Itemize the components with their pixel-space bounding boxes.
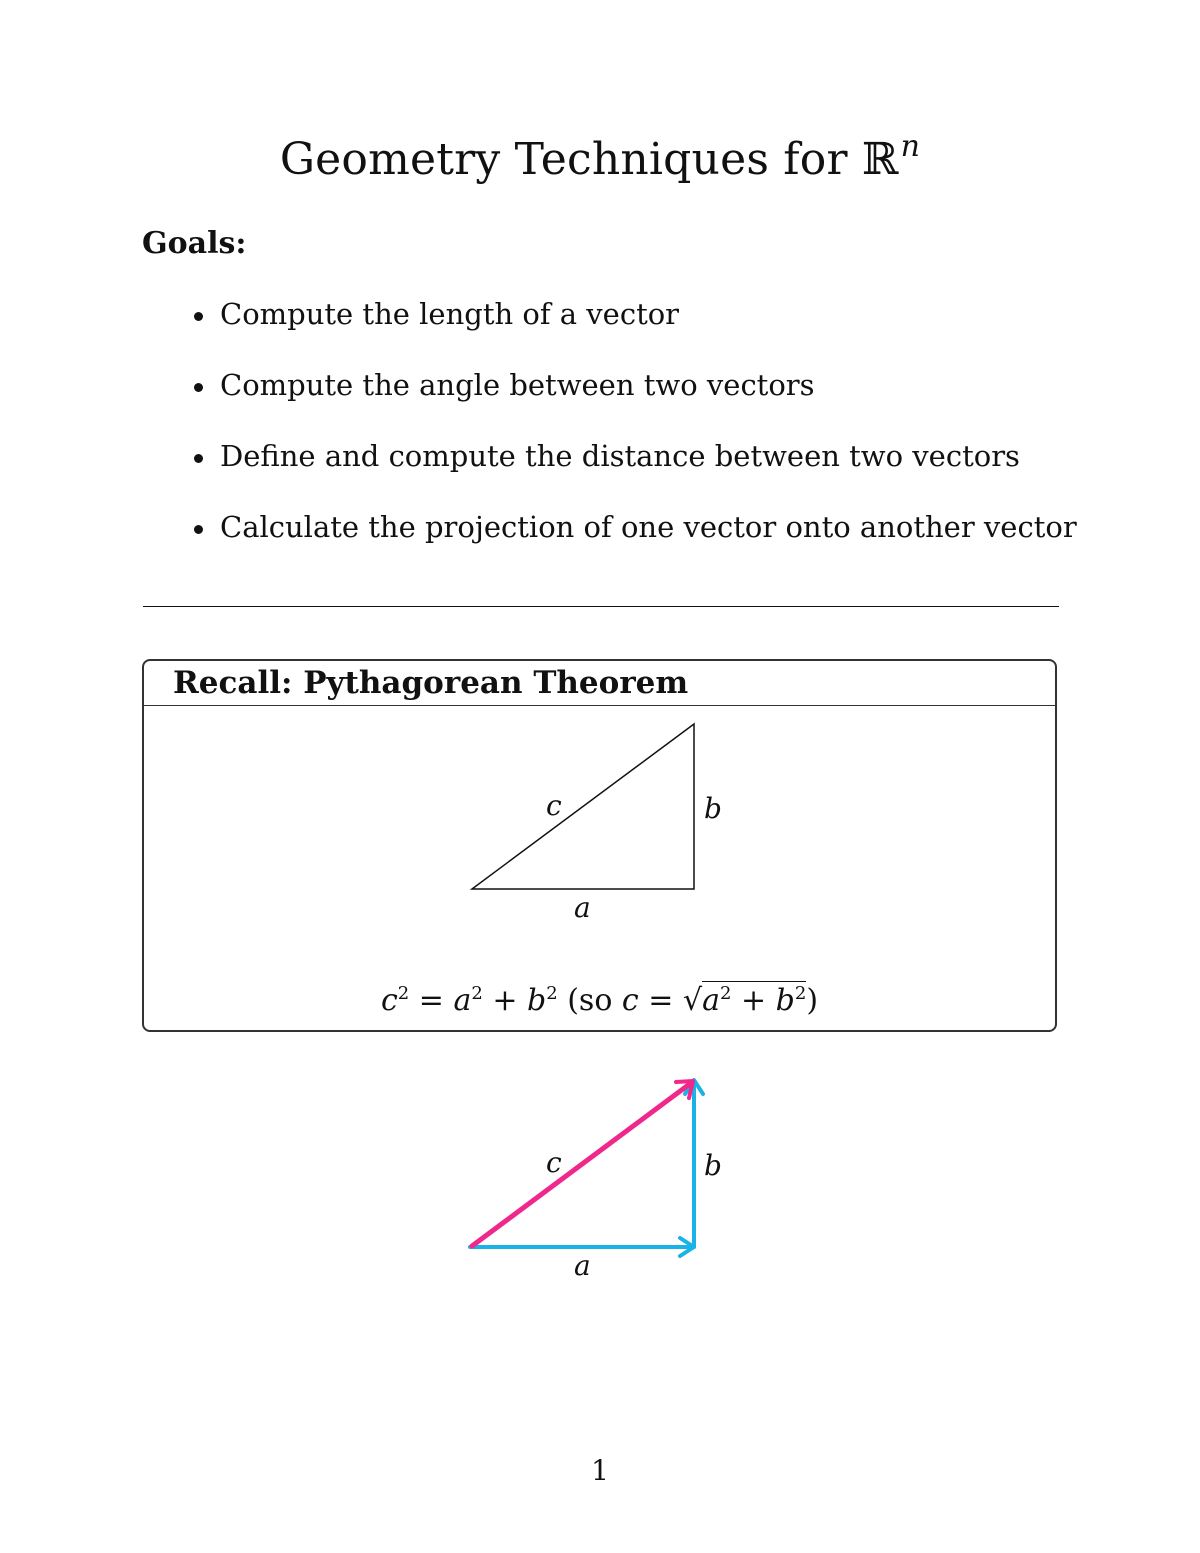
goal-item: Compute the length of a vector bbox=[190, 294, 1077, 365]
formula-b: b bbox=[775, 983, 795, 1018]
label-c: c bbox=[546, 789, 562, 822]
formula-eq: = bbox=[409, 983, 454, 1018]
formula-exp: 2 bbox=[719, 983, 732, 1004]
formula-exp: 2 bbox=[397, 983, 410, 1004]
goal-item: Compute the angle between two vectors bbox=[190, 365, 1077, 436]
vector-c-arrow bbox=[472, 1083, 691, 1246]
formula-c: c bbox=[621, 983, 639, 1018]
recall-title: Recall: Pythagorean Theorem bbox=[173, 665, 689, 701]
formula-plus: + bbox=[482, 983, 528, 1018]
title-text: Geometry Techniques for ℝ bbox=[279, 134, 899, 185]
formula-plus: + bbox=[731, 983, 776, 1018]
formula-exp: 2 bbox=[546, 983, 558, 1004]
formula-eq: = bbox=[638, 983, 683, 1018]
label-b: b bbox=[704, 1149, 722, 1182]
formula-so: (so bbox=[557, 983, 622, 1018]
page-number: 1 bbox=[591, 1454, 609, 1487]
formula-exp: 2 bbox=[794, 983, 807, 1004]
formula-close: ) bbox=[806, 983, 819, 1018]
label-a: a bbox=[574, 1249, 591, 1282]
label-c: c bbox=[546, 1146, 562, 1179]
sqrt-sign: √ bbox=[682, 983, 703, 1018]
formula-c: c bbox=[380, 983, 398, 1018]
goal-item: Calculate the projection of one vector onto another vector bbox=[190, 507, 1077, 578]
formula-a: a bbox=[702, 983, 720, 1018]
goal-item: Define and compute the distance between two vectors bbox=[190, 436, 1077, 507]
title-superscript: n bbox=[900, 129, 921, 164]
label-a: a bbox=[574, 891, 591, 924]
goals-heading: Goals: bbox=[142, 226, 247, 261]
formula-exp: 2 bbox=[471, 983, 483, 1004]
formula-a: a bbox=[453, 983, 472, 1018]
label-b: b bbox=[704, 792, 722, 825]
formula-b: b bbox=[527, 983, 547, 1018]
